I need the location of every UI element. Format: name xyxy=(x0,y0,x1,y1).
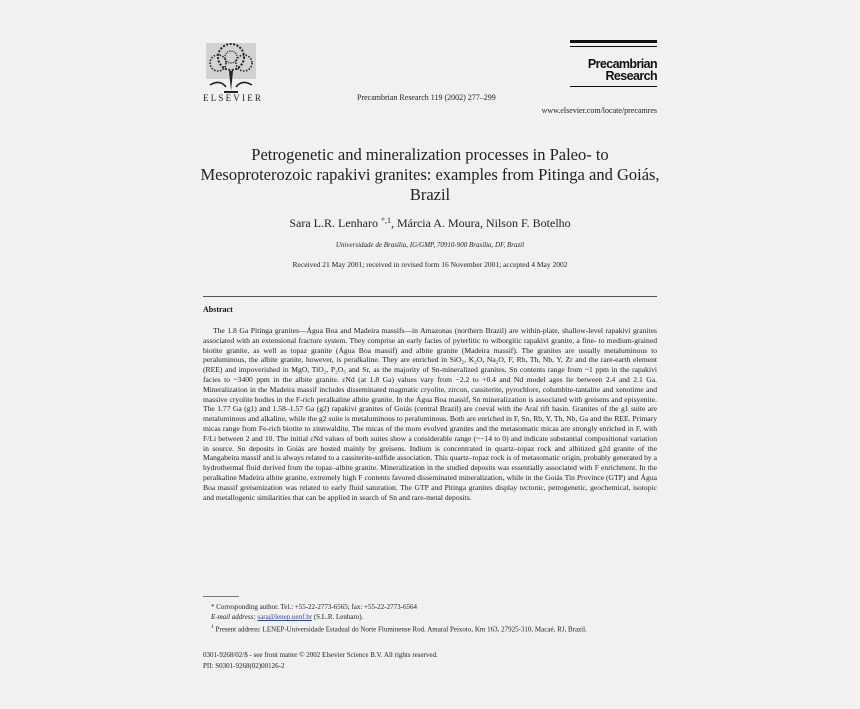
footnotes xyxy=(203,602,657,634)
email-owner: (S.L.R. Lenharo). xyxy=(313,613,364,621)
affiliation: Universidade de Brasília, IG/GMP, 70910-900 Brasília, DF, Brazil xyxy=(335,241,525,249)
corresponding-author-mark[interactable]: * xyxy=(380,216,385,225)
journal-logo-line1: Precambrian xyxy=(587,57,657,71)
author-1-footnote-mark: ,1 xyxy=(384,216,391,225)
co-authors: , Márcia A. Moura, Nilson F. Botelho xyxy=(390,216,571,230)
received-dates: Received 21 May 2001; received in revised form 16 November 2001; accepted 4 May 2002 xyxy=(292,260,568,269)
abstract-body xyxy=(203,326,657,502)
author-1: Sara L.R. Lenharo xyxy=(289,216,378,230)
email-label: E-mail address: xyxy=(211,613,256,621)
abstract-paragraph: The 1.8 Ga Pitinga granites—Água Boa and Madeira massifs—in Amazonas (northern Brazil) are within-plate, shallow-level rapakivi granites associated with an extensional fracture system. They comprise an early facies of pyterlitic to wiborgitic rapakivi granite, a fine- to medium-grained biotite granite, as well as topaz granite (Água Boa massif) and albite granite (Madeira massif). The granites are usually metaluminous to peraluminous, the albite granite, however, is peralkaline. They are enriched in SiO₂, K₂O, Na₂O, F, Rb, Th, Nb, Y, Zr and the rare-earth element (REE) and impoverished in MgO, TiO₂, P₂O₅ and Sr, as the majority of Sn-mineralized granites. Sn contents range from ~1 ppm in the rapakivi facies to ~3400 ppm in the albite granite. εNd (at 1.8 Ga) values vary from −2.2 to +0.4 and Nd model ages lie between 2.4 and 2.1 Ga. Mineralization in the Madeira massif includes disseminated magmatic cryolite, zircon, cassiterite, pyrochlore, columbite-tantalite and xenotime and massive cryolite bodies in the F-rich peralkaline albite granite. In the Água Boa massif, Sn mineralization is associated with greisens and episyenite. The 1.77 Ga (g1) and 1.58–1.57 Ga (g2) rapakivi granites of Goiás (central Brazil) are coeval with the Araí rift basin. Granites of the g1 suite are metaluminous and alkaline, while the g2 suite is metaluminous to peraluminous. Both are enriched in F, Sn, Rb, Y, Th, Nb, Ga and the REE. Primary micas range from Fe-rich biotite to zinnwaldite. The micas of the more evolved granites and the metasomatic micas are strongly enriched in F, with F/Li between 2 and 10. The initial εNd values of both suites show a considerable range (~−14 to 0) and indicate substantial compositional variation in source. Sn deposits in Goiás are hosted mainly by greisens. Indium is concentrated in quartz–topaz rock and albitized g2d granite of the Mangabeira massif and is always related to a cassiterite-sulfide association. This quartz–topaz rock is of metasomatic origin, probably generated by a hydrothermal fluid derived from the topaz–albite granite. Mineralization in the studied deposits was essentially associated with F enrichment. In the peralkaline Madeira albite granite, extremely high F contents favored disseminated mineralization, while in the Goiás Tin Province (GTP) and Água Boa massif greisenization was related to early fluid saturation. The GTP and Pitinga granites display tectonic, petrogenetic, geochemical, isotopic and metallogenic similarities that can be applied in search of Sn and rare-metal deposits. xyxy=(203,326,657,502)
journal-reference: Precambrian Research 119 (2002) 277–299 xyxy=(357,93,496,102)
abstract-top-rule xyxy=(203,296,657,297)
journal-logo xyxy=(570,58,657,82)
article-title: Petrogenetic and mineralization processes in Paleo- to Mesoproterozoic rapakivi granites: examples from Pitinga and Goiás, Brazil xyxy=(200,145,660,204)
journal-url[interactable]: www.elsevier.com/locate/precamres xyxy=(541,106,657,115)
publisher-name: ELSEVIER xyxy=(203,93,264,103)
journal-logo-bar-thin xyxy=(570,46,657,47)
present-address-mark: 1 xyxy=(211,624,214,630)
copyright-block xyxy=(203,650,657,671)
pii-line: PII: S0301-9268(02)00126-2 xyxy=(203,661,285,670)
journal-logo-bar-top xyxy=(570,40,657,43)
email-link[interactable]: sara@lenep.uenf.br xyxy=(257,613,313,621)
elsevier-tree-logo xyxy=(204,41,258,93)
present-address-note xyxy=(203,622,657,634)
present-address-text: Present address: LENEP-Universidade Estadual do Norte Fluminense Rod. Amaral Peixoto, Km 163, 27925-310, Macaé, RJ, Brazil. xyxy=(215,625,587,634)
journal-logo-bar-bottom xyxy=(570,86,657,87)
author-list xyxy=(200,216,660,231)
footnote-rule xyxy=(203,596,239,597)
abstract-heading: Abstract xyxy=(203,305,233,314)
corresponding-author-note: * Corresponding author. Tel.: +55-22-2773-6565; fax: +55-22-2773-6564 xyxy=(211,603,417,611)
journal-logo-line2: Research xyxy=(605,69,657,83)
email-note xyxy=(203,612,657,622)
copyright-line: 0301-9268/02/$ - see front matter © 2002 Elsevier Science B.V. All rights reserved. xyxy=(203,651,438,659)
